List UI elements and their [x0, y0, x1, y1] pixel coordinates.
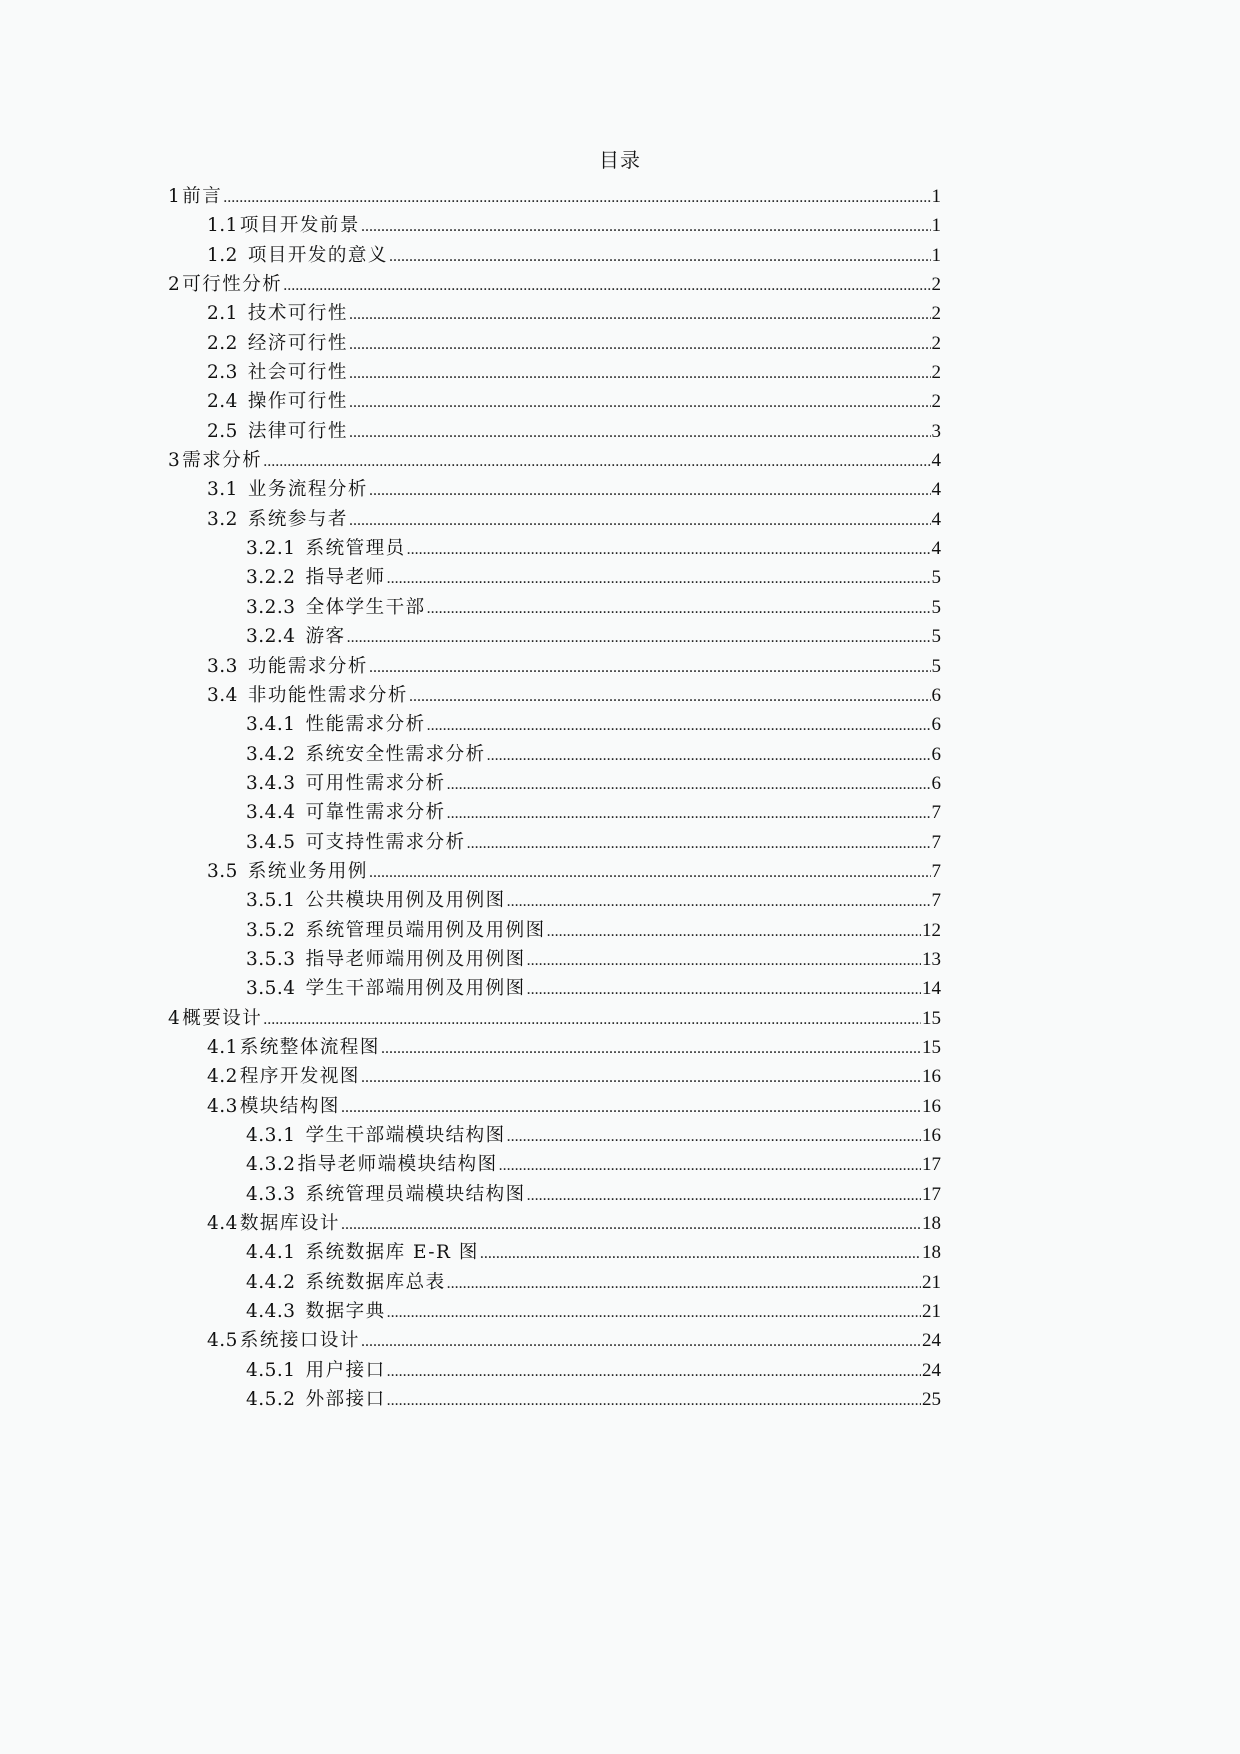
- toc-entry-number: 3.4.2: [246, 743, 296, 765]
- toc-entry-page-number: 2: [931, 303, 941, 325]
- toc-entry-label: 系统管理员端模块结构图: [305, 1183, 526, 1205]
- toc-entry-page-number: 4: [931, 538, 941, 560]
- toc-entry-page-number: 5: [931, 567, 941, 589]
- toc-entry-page-number: 7: [931, 802, 941, 824]
- toc-entry[interactable]: [168, 1033, 941, 1062]
- toc-dot-leader: [361, 1327, 921, 1356]
- toc-entry-page-number: 16: [922, 1066, 941, 1088]
- toc-entry[interactable]: [168, 417, 941, 446]
- toc-entry[interactable]: [168, 769, 941, 798]
- toc-entry[interactable]: [168, 211, 941, 240]
- toc-dot-leader: [283, 271, 930, 300]
- toc-entry-number: 3.4.5: [246, 831, 296, 853]
- toc-entry[interactable]: [168, 1356, 941, 1385]
- toc-entry-number: 4.5: [207, 1330, 238, 1352]
- toc-entry[interactable]: [168, 505, 941, 534]
- toc-entry[interactable]: [168, 182, 941, 211]
- toc-entry-number: 3.2.2: [246, 567, 296, 589]
- table-of-contents: [168, 182, 941, 1414]
- toc-entry-label: 法律可行性: [247, 420, 348, 442]
- toc-dot-leader: [447, 1269, 921, 1298]
- toc-entry-page-number: 7: [931, 890, 941, 912]
- toc-entry-label: 项目开发的意义: [247, 244, 388, 266]
- toc-entry[interactable]: [168, 1385, 941, 1414]
- toc-entry[interactable]: [168, 945, 941, 974]
- toc-entry-number: 3.5.3: [246, 948, 296, 970]
- toc-entry-label: 公共模块用例及用例图: [305, 890, 506, 912]
- toc-entry[interactable]: [168, 358, 941, 387]
- toc-entry[interactable]: [168, 446, 941, 475]
- toc-dot-leader: [223, 183, 930, 212]
- toc-dot-leader: [387, 1357, 921, 1386]
- toc-dot-leader: [341, 1210, 921, 1239]
- toc-entry-page-number: 1: [931, 186, 941, 207]
- toc-entry[interactable]: [168, 828, 941, 857]
- toc-dot-leader: [447, 799, 931, 828]
- toc-dot-leader: [427, 594, 931, 623]
- toc-entry-label: 概要设计: [182, 1007, 263, 1029]
- toc-entry[interactable]: [168, 740, 941, 769]
- toc-entry-page-number: 4: [931, 450, 941, 472]
- toc-entry-number: 1: [168, 186, 181, 207]
- toc-entry[interactable]: [168, 1297, 941, 1326]
- toc-entry-label: 学生干部端用例及用例图: [305, 978, 526, 1000]
- toc-entry-number: 4.5.1: [246, 1359, 296, 1381]
- toc-entry-number: 3.2.4: [246, 626, 296, 648]
- toc-entry-page-number: 13: [922, 948, 941, 970]
- toc-entry-label: 系统参与者: [247, 508, 348, 530]
- toc-dot-leader: [427, 711, 931, 740]
- toc-dot-leader: [349, 359, 931, 388]
- toc-dot-leader: [527, 946, 921, 975]
- toc-dot-leader: [387, 1298, 921, 1327]
- toc-entry-number: 3.2: [207, 508, 238, 530]
- toc-entry[interactable]: [168, 974, 941, 1003]
- toc-entry-label: 可用性需求分析: [305, 772, 446, 794]
- toc-entry-label: 技术可行性: [247, 303, 348, 325]
- toc-entry-number: 3.4.3: [246, 772, 296, 794]
- toc-entry-page-number: 2: [931, 274, 941, 296]
- toc-dot-leader: [263, 447, 930, 476]
- toc-entry[interactable]: [168, 1268, 941, 1297]
- toc-dot-leader: [361, 212, 931, 241]
- toc-entry-number: 2.1: [207, 303, 238, 325]
- toc-dot-leader: [361, 1063, 921, 1092]
- toc-dot-leader: [507, 1122, 921, 1151]
- toc-entry[interactable]: [168, 299, 941, 328]
- toc-entry[interactable]: [168, 593, 941, 622]
- toc-entry-label: 系统安全性需求分析: [305, 743, 486, 765]
- toc-entry-label: 性能需求分析: [305, 714, 426, 736]
- toc-entry-page-number: 5: [931, 596, 941, 618]
- toc-entry-number: 2.2: [207, 332, 238, 354]
- toc-entry-page-number: 18: [922, 1213, 941, 1235]
- toc-entry[interactable]: [168, 857, 941, 886]
- toc-entry-page-number: 2: [931, 332, 941, 354]
- toc-entry-label: 可靠性需求分析: [305, 802, 446, 824]
- toc-entry-number: 1.2: [207, 244, 238, 266]
- toc-entry-label: 系统业务用例: [247, 860, 368, 882]
- toc-entry-label: 项目开发前景: [239, 215, 360, 237]
- toc-entry-label: 外部接口: [305, 1389, 386, 1411]
- toc-entry-label: 需求分析: [182, 450, 263, 472]
- toc-entry-label: 可行性分析: [182, 274, 283, 296]
- toc-entry-label: 数据库设计: [239, 1213, 340, 1235]
- toc-dot-leader: [369, 476, 931, 505]
- toc-entry-label: 非功能性需求分析: [247, 684, 408, 706]
- toc-entry[interactable]: [168, 1326, 941, 1355]
- toc-entry[interactable]: [168, 622, 941, 651]
- toc-entry-number: 3: [168, 450, 181, 472]
- toc-entry-label: 模块结构图: [239, 1095, 340, 1117]
- toc-entry[interactable]: [168, 1209, 941, 1238]
- toc-entry-number: 3.2.3: [246, 596, 296, 618]
- toc-entry-number: 4.2: [207, 1066, 238, 1088]
- toc-entry-label: 数据字典: [305, 1301, 386, 1323]
- toc-dot-leader: [499, 1151, 921, 1180]
- toc-entry-label: 系统整体流程图: [239, 1036, 380, 1058]
- toc-entry-page-number: 12: [922, 919, 941, 941]
- toc-dot-leader: [527, 1181, 921, 1210]
- toc-entry-page-number: 17: [922, 1183, 941, 1205]
- toc-dot-leader: [467, 829, 931, 858]
- toc-entry-page-number: 6: [931, 684, 941, 706]
- toc-entry-number: 4.1: [207, 1036, 238, 1058]
- toc-entry-number: 4.4.1: [246, 1242, 296, 1264]
- toc-entry-number: 4.3: [207, 1095, 238, 1117]
- toc-entry-label: 用户接口: [305, 1359, 386, 1381]
- toc-entry-page-number: 2: [931, 391, 941, 413]
- toc-dot-leader: [349, 330, 931, 359]
- toc-entry-page-number: 7: [931, 860, 941, 882]
- toc-entry-number: 4.4.3: [246, 1301, 296, 1323]
- toc-entry-label: 游客: [305, 626, 346, 648]
- toc-entry-number: 4.5.2: [246, 1389, 296, 1411]
- toc-entry[interactable]: [168, 1238, 941, 1267]
- toc-entry-label: 程序开发视图: [239, 1066, 360, 1088]
- toc-entry-page-number: 3: [931, 420, 941, 442]
- toc-entry-number: 3.5.2: [246, 919, 296, 941]
- toc-entry[interactable]: [168, 652, 941, 681]
- toc-entry[interactable]: [168, 916, 941, 945]
- toc-entry-number: 4.3.2: [246, 1154, 296, 1176]
- toc-dot-leader: [389, 242, 931, 271]
- toc-entry[interactable]: [168, 329, 941, 358]
- toc-entry-label: 系统管理员端用例及用例图: [305, 919, 546, 941]
- toc-entry-number: 4.3.3: [246, 1183, 296, 1205]
- toc-entry-page-number: 4: [931, 479, 941, 501]
- toc-dot-leader: [387, 564, 931, 593]
- toc-entry-number: 2: [168, 274, 181, 296]
- toc-dot-leader: [349, 506, 931, 535]
- toc-entry-page-number: 18: [922, 1242, 941, 1264]
- toc-entry-page-number: 16: [922, 1125, 941, 1146]
- toc-dot-leader: [369, 653, 931, 682]
- toc-dot-leader: [409, 682, 931, 711]
- toc-title: 目录: [599, 148, 641, 172]
- toc-dot-leader: [447, 770, 931, 799]
- toc-entry[interactable]: [168, 241, 941, 270]
- toc-entry-number: 2.3: [207, 362, 238, 384]
- toc-entry-label: 功能需求分析: [247, 655, 368, 677]
- toc-entry-number: 3.5.4: [246, 978, 296, 1000]
- toc-entry-page-number: 21: [922, 1301, 941, 1323]
- toc-dot-leader: [480, 1239, 921, 1268]
- toc-entry[interactable]: [168, 1062, 941, 1091]
- toc-entry-page-number: 5: [931, 655, 941, 677]
- toc-entry-label: 学生干部端模块结构图: [305, 1125, 506, 1146]
- toc-entry[interactable]: [168, 1180, 941, 1209]
- toc-entry-number: 4.4: [207, 1213, 238, 1235]
- toc-entry-page-number: 24: [922, 1330, 941, 1352]
- toc-entry-page-number: 1: [931, 244, 941, 266]
- toc-entry-label: 系统数据库 E-R 图: [305, 1242, 479, 1264]
- toc-entry-page-number: 7: [931, 831, 941, 853]
- toc-entry-label: 社会可行性: [247, 362, 348, 384]
- toc-entry-label: 全体学生干部: [305, 596, 426, 618]
- toc-entry-label: 系统数据库总表: [305, 1271, 446, 1293]
- toc-entry-number: 2.4: [207, 391, 238, 413]
- toc-entry[interactable]: [168, 1121, 941, 1150]
- toc-entry[interactable]: [168, 681, 941, 710]
- toc-entry[interactable]: [168, 798, 941, 827]
- toc-entry[interactable]: [168, 886, 941, 915]
- toc-entry-page-number: 15: [922, 1036, 941, 1058]
- toc-entry-label: 指导老师: [305, 567, 386, 589]
- toc-entry-page-number: 25: [922, 1389, 941, 1411]
- toc-entry[interactable]: [168, 1150, 941, 1179]
- toc-entry-label: 系统接口设计: [239, 1330, 360, 1352]
- toc-dot-leader: [341, 1093, 921, 1122]
- toc-entry-number: 3.5: [207, 860, 238, 882]
- toc-entry-number: 3.3: [207, 655, 238, 677]
- toc-entry-page-number: 24: [922, 1359, 941, 1381]
- toc-entry-number: 2.5: [207, 420, 238, 442]
- toc-entry-number: 1.1: [207, 215, 238, 237]
- toc-entry-page-number: 16: [922, 1095, 941, 1117]
- toc-dot-leader: [547, 917, 921, 946]
- toc-dot-leader: [507, 887, 931, 916]
- toc-entry-label: 指导老师端模块结构图: [297, 1154, 498, 1176]
- toc-entry[interactable]: [168, 534, 941, 563]
- toc-dot-leader: [387, 1386, 921, 1415]
- toc-entry[interactable]: [168, 1004, 941, 1033]
- toc-entry-number: 3.5.1: [246, 890, 296, 912]
- toc-dot-leader: [349, 418, 931, 447]
- toc-entry-page-number: 6: [931, 714, 941, 736]
- toc-entry-label: 可支持性需求分析: [305, 831, 466, 853]
- toc-entry-page-number: 14: [922, 978, 941, 1000]
- toc-dot-leader: [527, 975, 921, 1004]
- toc-dot-leader: [349, 300, 931, 329]
- toc-entry-label: 经济可行性: [247, 332, 348, 354]
- toc-entry-number: 3.4.1: [246, 714, 296, 736]
- toc-entry[interactable]: [168, 475, 941, 504]
- toc-entry-number: 4: [168, 1007, 181, 1029]
- toc-dot-leader: [381, 1034, 921, 1063]
- toc-entry-number: 4.3.1: [246, 1125, 296, 1146]
- toc-dot-leader: [487, 741, 931, 770]
- toc-entry-page-number: 17: [922, 1154, 941, 1176]
- toc-entry[interactable]: [168, 1092, 941, 1121]
- toc-entry-page-number: 6: [931, 743, 941, 765]
- toc-entry-number: 4.4.2: [246, 1271, 296, 1293]
- toc-dot-leader: [349, 388, 931, 417]
- toc-entry-number: 3.4: [207, 684, 238, 706]
- toc-entry-page-number: 21: [922, 1271, 941, 1293]
- toc-entry[interactable]: [168, 387, 941, 416]
- toc-entry[interactable]: [168, 563, 941, 592]
- toc-entry-page-number: 15: [922, 1007, 941, 1029]
- toc-entry-page-number: 4: [931, 508, 941, 530]
- toc-entry-number: 3.1: [207, 479, 238, 501]
- toc-entry-page-number: 1: [931, 215, 941, 237]
- toc-dot-leader: [347, 623, 931, 652]
- toc-entry-number: 3.4.4: [246, 802, 296, 824]
- toc-entry-number: 3.2.1: [246, 538, 296, 560]
- toc-entry-page-number: 5: [931, 626, 941, 648]
- toc-entry-label: 指导老师端用例及用例图: [305, 948, 526, 970]
- toc-entry-label: 操作可行性: [247, 391, 348, 413]
- toc-dot-leader: [263, 1005, 921, 1034]
- toc-entry-label: 系统管理员: [305, 538, 406, 560]
- toc-entry-label: 业务流程分析: [247, 479, 368, 501]
- toc-entry[interactable]: [168, 710, 941, 739]
- toc-entry[interactable]: [168, 270, 941, 299]
- toc-dot-leader: [407, 535, 931, 564]
- toc-entry-page-number: 6: [931, 772, 941, 794]
- toc-dot-leader: [369, 858, 931, 887]
- toc-entry-label: 前言: [182, 186, 223, 207]
- toc-entry-page-number: 2: [931, 362, 941, 384]
